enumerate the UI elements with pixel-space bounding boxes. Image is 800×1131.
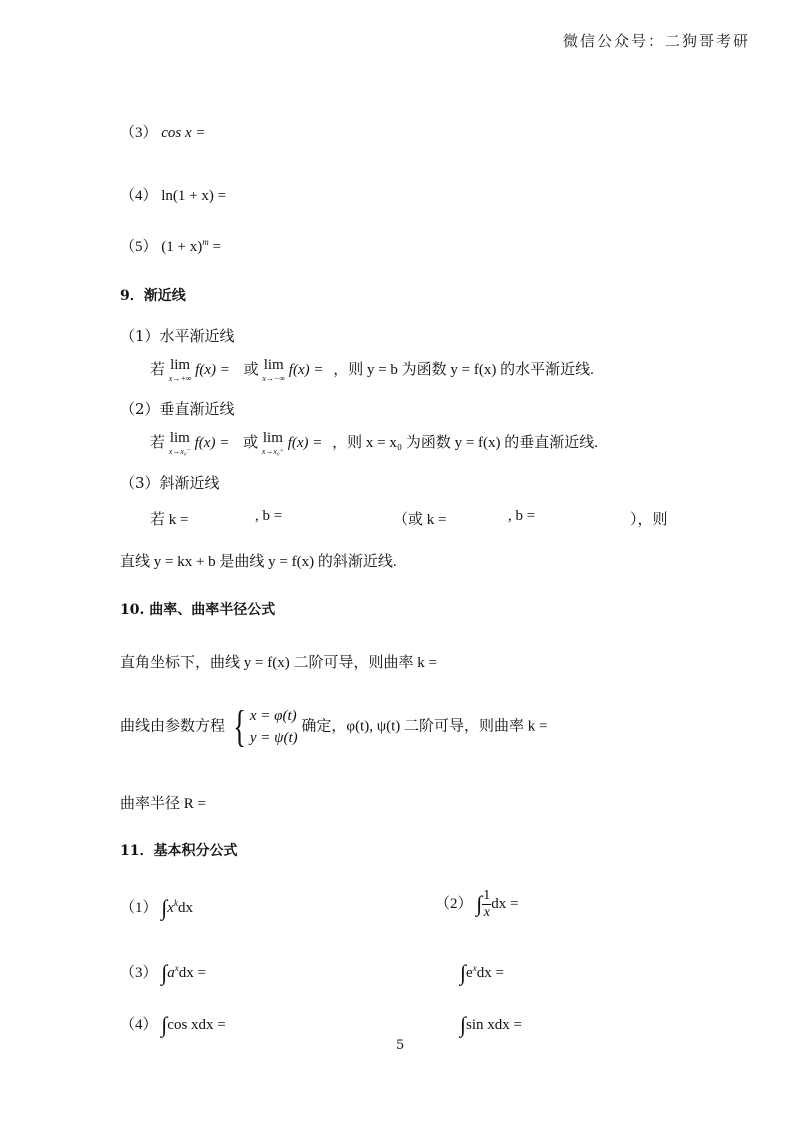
item-number: （4） [120, 1017, 158, 1033]
series-item-4 [120, 184, 226, 205]
curvature-radius: 曲率半径 R = [120, 796, 206, 812]
curvature-parametric [120, 702, 548, 751]
left-brace-icon: { [232, 702, 246, 751]
item-expression-end: = [208, 239, 221, 255]
integral-sign-icon: ∫ [460, 1012, 467, 1037]
series-item-5 [120, 235, 221, 256]
limit-2 [262, 358, 285, 383]
item-expression-base: (1 + x) [161, 239, 203, 255]
item-number: （5） [120, 239, 158, 255]
denominator: x [483, 905, 490, 920]
horizontal-asymptote-formula [150, 358, 594, 383]
exponent: k [173, 898, 178, 908]
lim-subscript: x→−∞ [262, 374, 286, 383]
integral-4 [120, 1012, 226, 1038]
parametric-post: 确定，φ(t), ψ(t) 二阶可导，则曲率 k = [301, 718, 548, 735]
section-11-title: 11．基本积分公式 [120, 843, 238, 859]
dx: dx = [476, 965, 504, 981]
base: a [167, 965, 175, 981]
exponent: x [472, 963, 477, 973]
limit-2 [262, 431, 284, 456]
item-number: （1） [120, 900, 158, 916]
section-9-title: 9．渐近线 [120, 288, 186, 304]
base: x [167, 900, 174, 916]
exponent: x [174, 963, 179, 973]
item-expression-exp: m [202, 237, 209, 247]
oblique-b1: , b = [255, 508, 283, 524]
lim-text: lim [263, 357, 284, 373]
oblique-k1: 若 k = [150, 512, 189, 528]
item-number: （4） [120, 188, 158, 204]
item-expression: ln(1 + x) = [161, 188, 227, 204]
tail-text: ，则 x = x₀ 为函数 y = f(x) 的垂直渐近线. [332, 435, 599, 451]
lim-subscript: x→+∞ [168, 374, 192, 383]
system-eq-2: y = ψ(t) [249, 730, 298, 746]
numerator: 1 [483, 888, 491, 903]
dx: dx = [178, 965, 207, 981]
integral-4b [460, 1012, 522, 1038]
page-number: 5 [396, 1038, 405, 1053]
curvature-cartesian: 直角坐标下，曲线 y = f(x) 二阶可导，则曲率 k = [120, 655, 437, 671]
ruo-text: 若 [150, 362, 166, 378]
limit-1 [169, 358, 192, 383]
integral-3 [120, 960, 206, 986]
series-item-3 [120, 121, 206, 142]
integral-2 [435, 888, 519, 921]
base: e [466, 965, 473, 981]
integral-sign-icon: ∫ [161, 960, 168, 985]
tail-text: ，则 y = b 为函数 y = f(x) 的水平渐近线. [333, 362, 594, 378]
vertical-asymptote-formula [150, 431, 598, 456]
function-1: f(x) = [195, 362, 230, 378]
section-10-title: 10. 曲率、曲率半径公式 [120, 602, 276, 618]
integral-1 [120, 895, 193, 921]
integral-sign-icon: ∫ [161, 895, 168, 920]
integral-sign-icon: ∫ [476, 890, 483, 916]
function-2: f(x) = [287, 435, 323, 451]
integrand: cos xdx = [167, 1017, 226, 1033]
system-eq-1: x = φ(t) [249, 708, 297, 724]
ruo-text: 若 [150, 435, 166, 451]
header-watermark: 微信公众号：二狗哥考研 [562, 32, 750, 50]
oblique-end: ），则 [630, 512, 668, 528]
item-number: （3） [120, 965, 158, 981]
oblique-b2: , b = [508, 508, 536, 524]
item-number: （2） [435, 895, 473, 912]
lim-subscript: x→x₀⁺ [261, 447, 284, 456]
parametric-system [250, 705, 298, 749]
integrand: sin xdx = [466, 1017, 522, 1033]
dx: dx [177, 900, 193, 916]
lim-text: lim [170, 357, 191, 373]
horizontal-asymptote-label: （1）水平渐近线 [120, 327, 235, 345]
lim-subscript: x→x₀⁻ [168, 447, 191, 456]
item-number: （3） [120, 125, 158, 141]
oblique-line-statement: 直线 y = kx + b 是曲线 y = f(x) 的斜渐近线. [120, 554, 397, 570]
vertical-asymptote-label: （2）垂直渐近线 [120, 400, 235, 418]
lim-text: lim [262, 430, 283, 446]
oblique-asymptote-label: （3）斜渐近线 [120, 474, 220, 492]
integral-sign-icon: ∫ [161, 1012, 168, 1037]
oblique-k2: （或 k = [393, 512, 447, 528]
limit-1 [169, 431, 191, 456]
parametric-pre: 曲线由参数方程 [120, 718, 226, 735]
lim-text: lim [169, 430, 190, 446]
integral-sign-icon: ∫ [460, 960, 467, 985]
fraction [482, 888, 491, 921]
or-text: 或 [243, 362, 259, 378]
item-expression: cos x = [161, 125, 206, 141]
function-2: f(x) = [288, 362, 324, 378]
dx: dx = [491, 895, 519, 912]
or-text: 或 [243, 435, 259, 451]
function-1: f(x) = [194, 435, 230, 451]
integral-3b [460, 960, 504, 986]
